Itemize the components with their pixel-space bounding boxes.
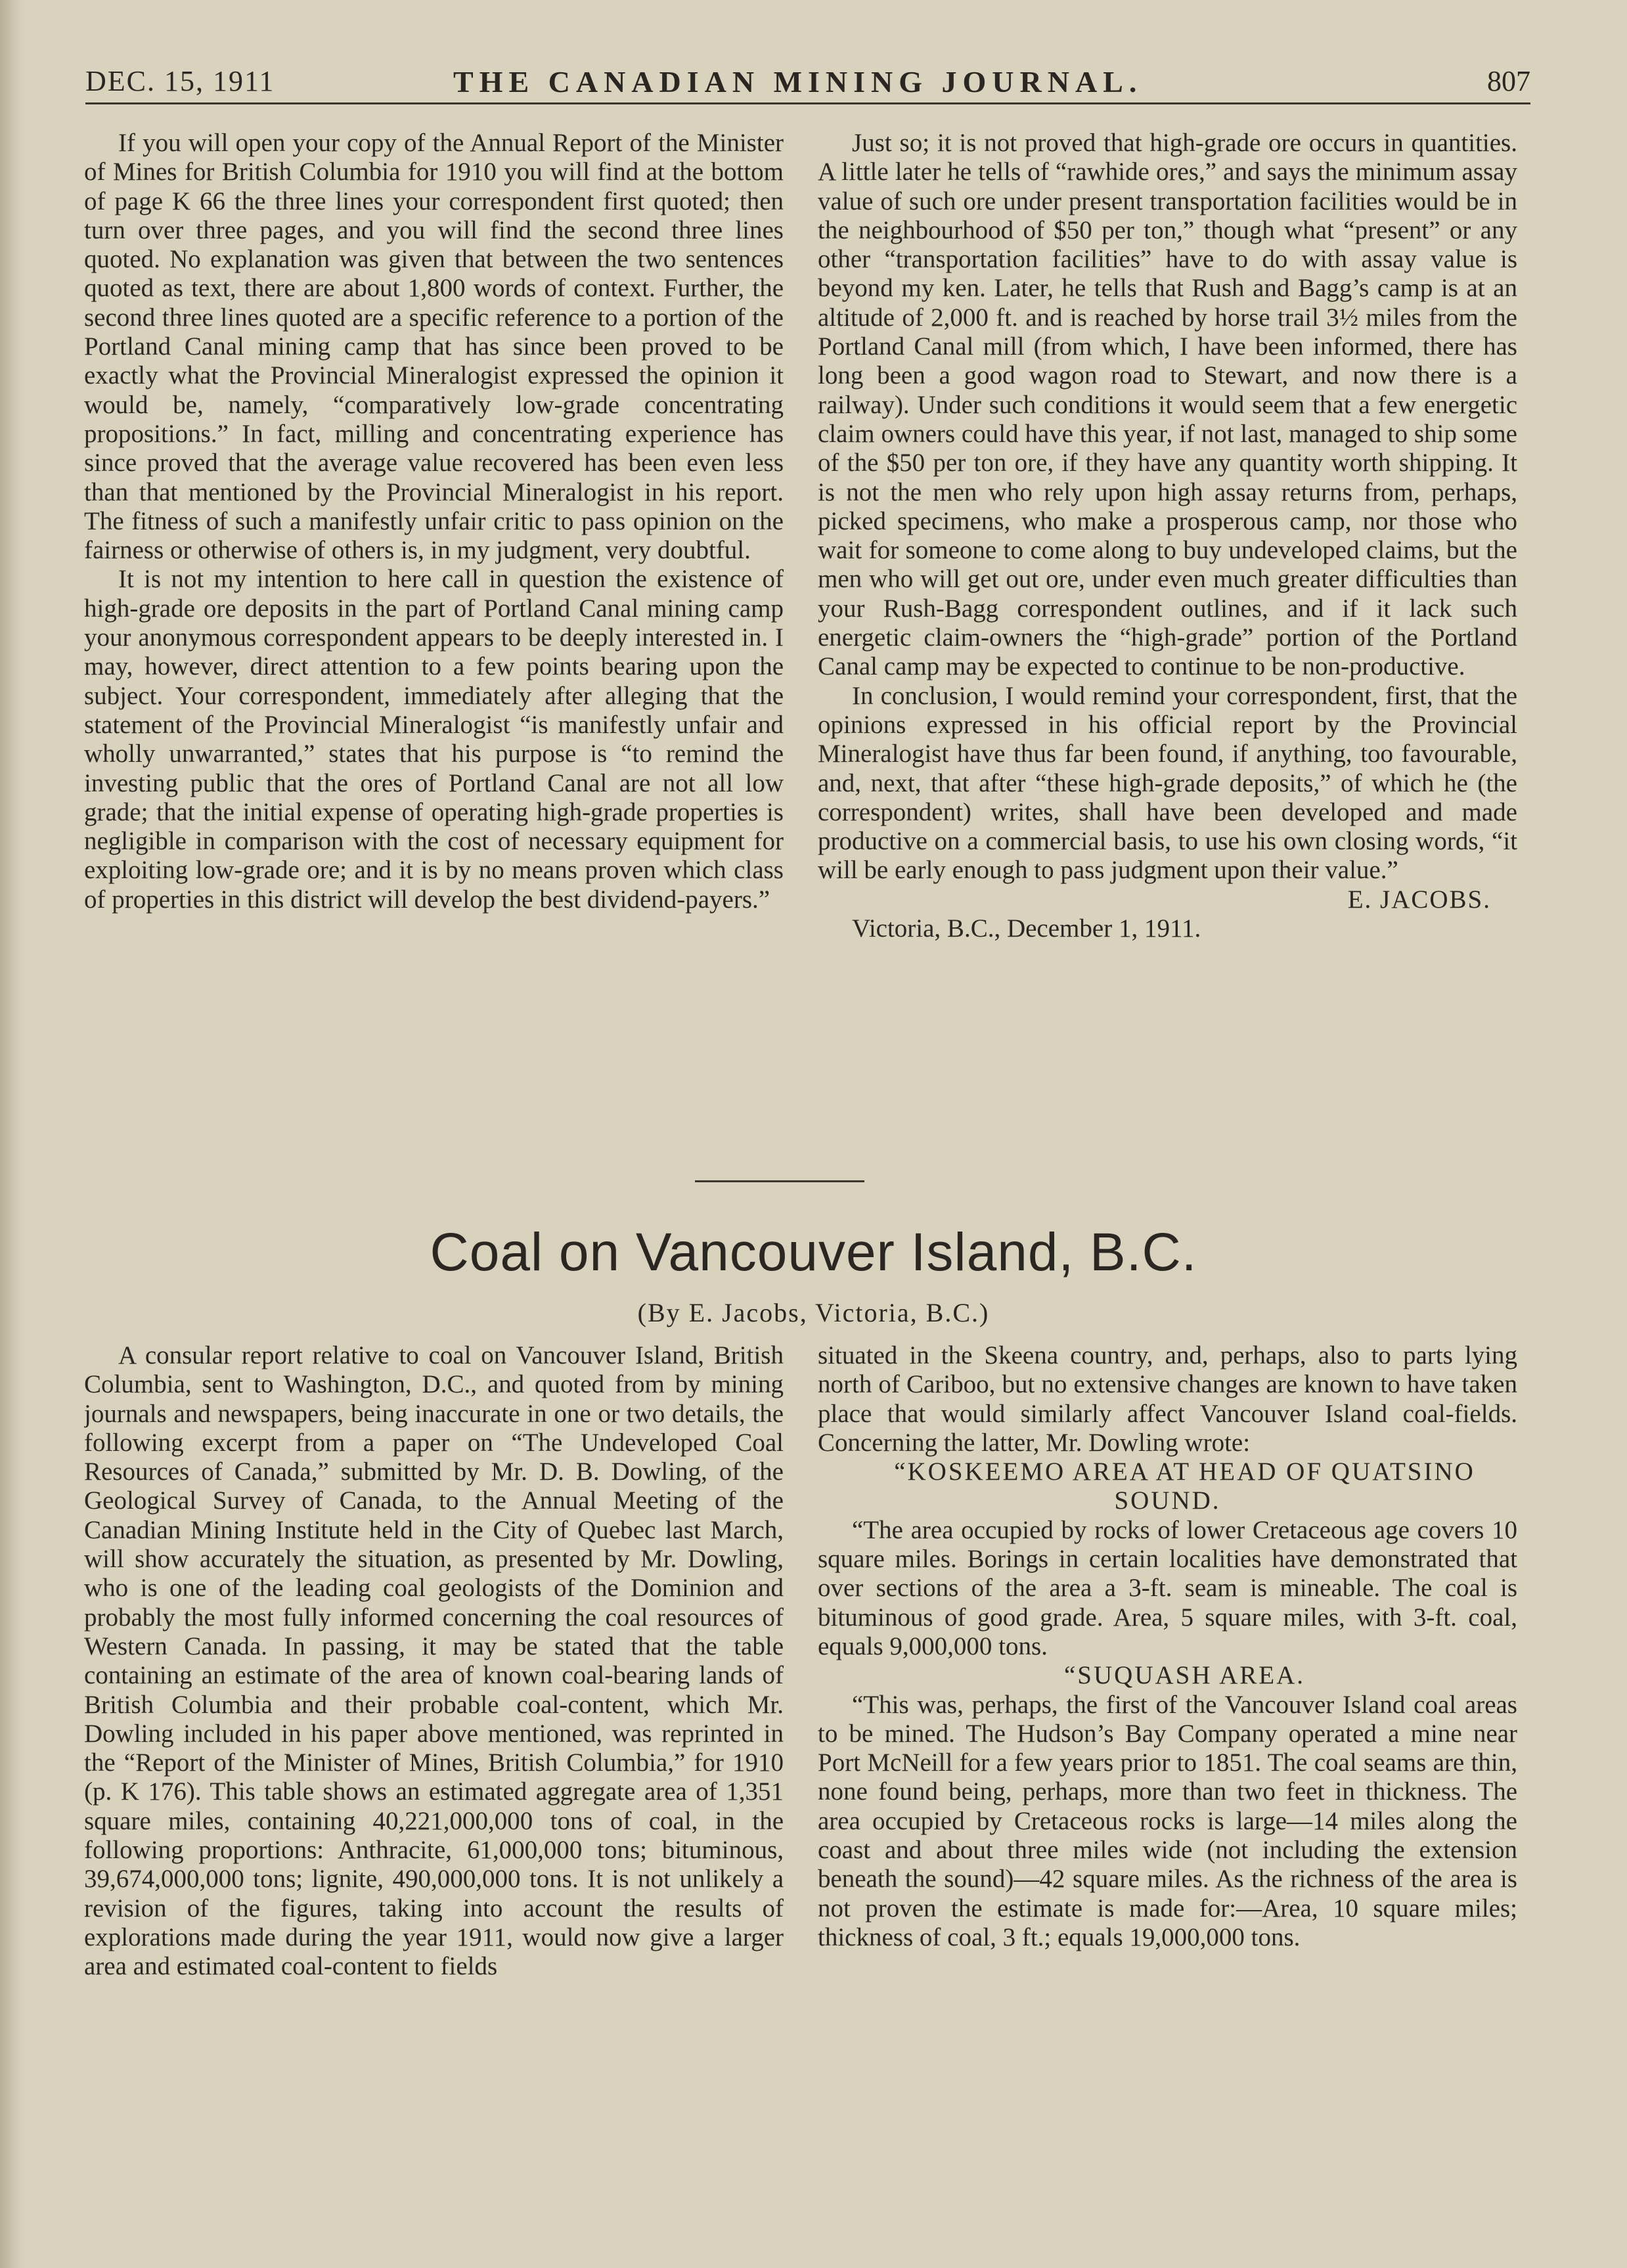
journal-title: THE CANADIAN MINING JOURNAL. xyxy=(453,65,1143,99)
letter-paragraph: Just so; it is not proved that high-grade ore occurs in quantities. A little later he tells of “rawhide ores,” and says the minimum assay value of such ore under present transportation facilities would be in the neighbourhood of $50 per ton,” though what “present” or any other “transportation facilities” have to do with assay value is beyond my ken. Later, he tells that Rush and Bagg’s camp is at an altitude of 2,000 ft. and is reached by horse trail 3½ miles from the Portland Canal mill (from which, I have been informed, there has long been a good wagon road to Stewart, and now there is a railway). Under such conditions it would seem that a few energetic claim owners could have this year, if not last, managed to ship some of the $50 per ton ore, if they have any quantity worth shipping. It is not the men who rely upon high assay returns from, perhaps, picked specimens, who make a prosperous camp, nor those who wait for someone to come along to buy undeveloped claims, but the men who will get out ore, under even much greater difficulties than your Rush-Bagg correspondent outlines, and if it lack such energetic claim-owners the “high-grade” portion of the Portland Canal camp may be expected to continue to be non-productive. xyxy=(818,129,1517,681)
page-spine-shadow xyxy=(0,0,26,2268)
article-byline: (By E. Jacobs, Victoria, B.C.) xyxy=(637,1298,990,1327)
section-heading-koskeemo: “KOSKEEMO AREA AT HEAD OF QUATSINO SOUND. xyxy=(894,1457,1475,1515)
letter-paragraph: If you will open your copy of the Annual Report of the Minister of Mines for British Columbia for 1910 you will find at the bottom of page K 66 the three lines your correspondent first quoted; then turn over three pages, and you will find the second three lines quoted. No explanation was given that between the two sentences quoted as text, there are about 1,800 words of context. Further, the second three lines quoted are a specific reference to a portion of the Portland Canal mining camp that has since been proved to be exactly what the Provincial Mineralogist expressed the opinion it would be, namely, “comparatively low-grade concentrating propositions.” In fact, milling and concentrating experience has since proved that the average value recovered has been even less than that mentioned by the Provincial Mineralogist in his report. The fitness of such a manifestly unfair critic to pass opinion on the fairness or otherwise of others is, in my judgment, very doubtful. xyxy=(84,129,784,565)
article-column-left xyxy=(84,1341,784,1982)
section-text-suquash: “This was, perhaps, the first of the Vancouver Island coal areas to be mined. The Hudson’s Bay Company operated a mine near Port McNeill for a few years prior to 1851. The coal seams are thin, none found being, perhaps, more than two feet in thickness. The area occupied by Cretaceous rocks is large—14 miles along the coast and about three miles wide (not including the extension beneath the sound)—42 square miles. As the richness of the area is not proven the estimate is made for:—Area, 10 square miles; thickness of coal, 3 ft.; equals 19,000,000 tons. xyxy=(818,1690,1517,1951)
article-paragraph-continuation: situated in the Skeena country, and, perhaps, also to parts lying north of Cariboo, but no extensive changes are known to have taken place that would similarly affect Vancouver Island coal-fields. Concerning the latter, Mr. Dowling wrote: xyxy=(818,1341,1517,1457)
letter-column-right xyxy=(818,129,1517,943)
header-rule xyxy=(85,102,1530,104)
article-column-right xyxy=(818,1341,1517,1952)
letter-dateline: Victoria, B.C., December 1, 1911. xyxy=(852,914,1201,943)
article-paragraph: A consular report relative to coal on Vancouver Island, British Columbia, sent to Washington, D.C., and quoted from by mining journals and newspapers, being inaccurate in one or two details, the following excerpt from a paper on “The Undeveloped Coal Resources of Canada,” submitted by Mr. D. B. Dowling, of the Geological Survey of Canada, to the Annual Meeting of the Canadian Mining Institute held in the City of Quebec last March, will show accurately the situation, as presented by Mr. Dowling, who is one of the leading coal geologists of the Dominion and probably the most fully informed concerning the coal resources of Western Canada. In passing, it may be stated that the table containing an estimate of the area of known coal-bearing lands of British Columbia and their probable coal-content, which Mr. Dowling included in his paper above mentioned, was reprinted in the “Report of the Minister of Mines, British Columbia,” for 1910 (p. K 176). This table shows an estimated aggregate area of 1,351 square miles, containing 40,221,000,000 tons of coal, in the following proportions: Anthracite, 61,000,000 tons; bituminous, 39,674,000,000 tons; lignite, 490,000,000 tons. It is not unlikely a revision of the figures, taking into account the results of explorations made during the year 1911, would now give a larger area and estimated coal-content to fields xyxy=(84,1341,784,1981)
article-title: Coal on Vancouver Island, B.C. xyxy=(430,1222,1197,1282)
letter-signature: E. JACOBS. xyxy=(1347,885,1491,914)
section-text-koskeemo: “The area occupied by rocks of lower Cretaceous age covers 10 square miles. Borings in certain localities have demonstrated that over sections of the area a 3-ft. seam is mineable. The coal is bituminous of good grade. Area, 5 square miles, with 3-ft. coal, equals 9,000,000 tons. xyxy=(818,1515,1517,1660)
header-date: DEC. 15, 1911 xyxy=(85,65,275,97)
letter-paragraph: It is not my intention to here call in question the existence of high-grade ore deposits in the part of Portland Canal mining camp your anonymous correspondent appears to be deeply interested in. I may, however, direct attention to a few points bearing upon the subject. Your correspondent, immediately after alleging that the statement of the Provincial Mineralogist “is manifestly unfair and wholly unwarranted,” states that his purpose is “to remind the investing public that the ores of Portland Canal are not all low grade; that the initial expense of operating high-grade properties is negligible in comparison with the cost of necessary equipment for exploiting low-grade ore; and it is by no means proven which class of properties in this district will develop the best dividend-payers.” xyxy=(84,565,784,914)
running-header xyxy=(85,59,1530,105)
section-divider xyxy=(695,1180,864,1182)
letter-paragraph: In conclusion, I would remind your correspondent, first, that the opinions expressed in his official report by the Provincial Mineralogist have thus far been found, if anything, too favourable, and, next, that after “these high-grade deposits,” of which he (the correspondent) writes, shall have been developed and made productive on a commercial basis, to use his own closing words, “it will be early enough to pass judgment upon their value.” xyxy=(818,681,1517,885)
section-heading-suquash: “SUQUASH AREA. xyxy=(1063,1661,1306,1690)
page-number: 807 xyxy=(1487,65,1530,97)
letter-column-left xyxy=(84,129,784,914)
